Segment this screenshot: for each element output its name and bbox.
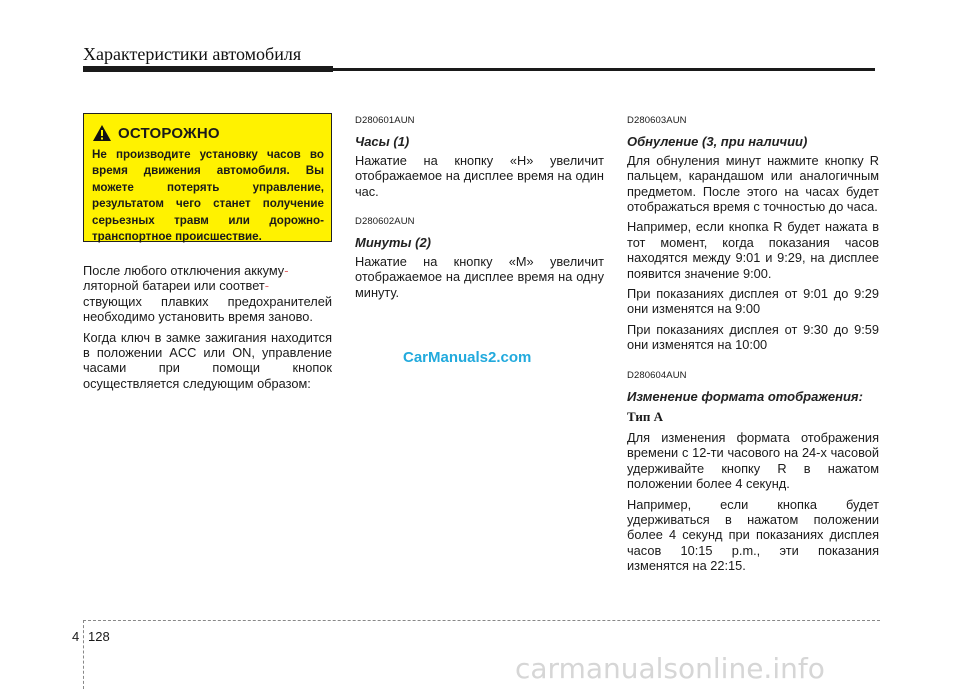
section-title-format: Изменение формата отображения: xyxy=(627,389,863,405)
warning-title: ОСТОРОЖНО xyxy=(118,124,220,142)
hours-text: Нажатие на кнопку «H» увеличит отображаемое на дисплее время на один час. xyxy=(355,152,604,199)
intro-line-1: После любого отключения аккуму xyxy=(83,263,285,278)
column-middle xyxy=(355,113,604,300)
warning-header xyxy=(92,122,324,144)
chapter-number: 4 xyxy=(72,629,80,644)
page-header-title: Характеристики автомобиля xyxy=(83,44,302,64)
section-code: D280602AUN xyxy=(355,216,415,228)
section-title-reset: Обнуление (3, при наличии) xyxy=(627,134,808,150)
warning-text: Не производите установку часов во время движения автомобиля. Вы можете потерять управление, результатом чего станет получение серьезных травм или дорожно-транспортное происшествие. xyxy=(92,148,324,244)
section-code: D280601AUN xyxy=(355,115,415,126)
reset-text-1: Для обнуления минут нажмите кнопку R пальцем, карандашом или аналогичным предметом. После этого на часах будет отображаться время с точностью до часа. xyxy=(627,152,879,215)
warning-box xyxy=(83,113,332,242)
warning-triangle-icon xyxy=(92,124,112,142)
site-watermark[interactable]: carmanualsonline.info xyxy=(515,652,825,685)
format-text-1: Для изменения формата отображения времени с 12-ти часового на 24-х часовой удерживайте кнопку R в нажатом положении более 4 секунд. xyxy=(627,429,879,492)
section-code: D280604AUN xyxy=(627,369,687,381)
column-left xyxy=(83,263,332,391)
format-text-2: Например, если кнопка будет удерживаться в нажатом положении более 4 секунд при показаниях дисплея часов 10:15 p.m., эти показания изменятся на 22:15. xyxy=(627,496,879,574)
reset-text-4: При показаниях дисплея от 9:30 до 9:59 они изменятся на 10:00 xyxy=(627,321,879,353)
ignition-paragraph: Когда ключ в замке зажигания находится в положении ACC или ON, управление часами при помощи кнопок осуществляется следующим образом: xyxy=(83,329,332,391)
hyphen-mark: - xyxy=(264,278,270,294)
reset-text-2: Например, если кнопка R будет нажата в тот момент, когда показания часов находятся между 9:01 и 9:29, на дисплее появится значение 9:00. xyxy=(627,219,879,281)
column-right xyxy=(627,113,879,574)
hyphen-mark: - xyxy=(284,263,289,278)
intro-paragraph xyxy=(83,263,332,325)
footer-divider xyxy=(83,620,84,689)
reset-text-3: При показаниях дисплея от 9:01 до 9:29 они изменятся на 9:00 xyxy=(627,286,879,317)
watermark-logo[interactable]: CarManuals2.com xyxy=(403,349,532,366)
section-code: D280603AUN xyxy=(627,115,687,126)
intro-line-2: ляторной батареи или соответ xyxy=(83,278,265,294)
section-title-minutes: Минуты (2) xyxy=(355,235,432,251)
intro-rest: ствующих плавких предохранителей необходимо установить время заново. xyxy=(83,293,332,325)
page-number: 128 xyxy=(88,629,110,644)
minutes-text: Нажатие на кнопку «M» увеличит отображаемое на дисплее время на одну минуту. xyxy=(355,253,604,300)
type-label: Тип A xyxy=(627,408,663,424)
footer-rule xyxy=(83,620,880,621)
header-rule xyxy=(83,68,875,71)
section-title-hours: Часы (1) xyxy=(355,134,410,150)
